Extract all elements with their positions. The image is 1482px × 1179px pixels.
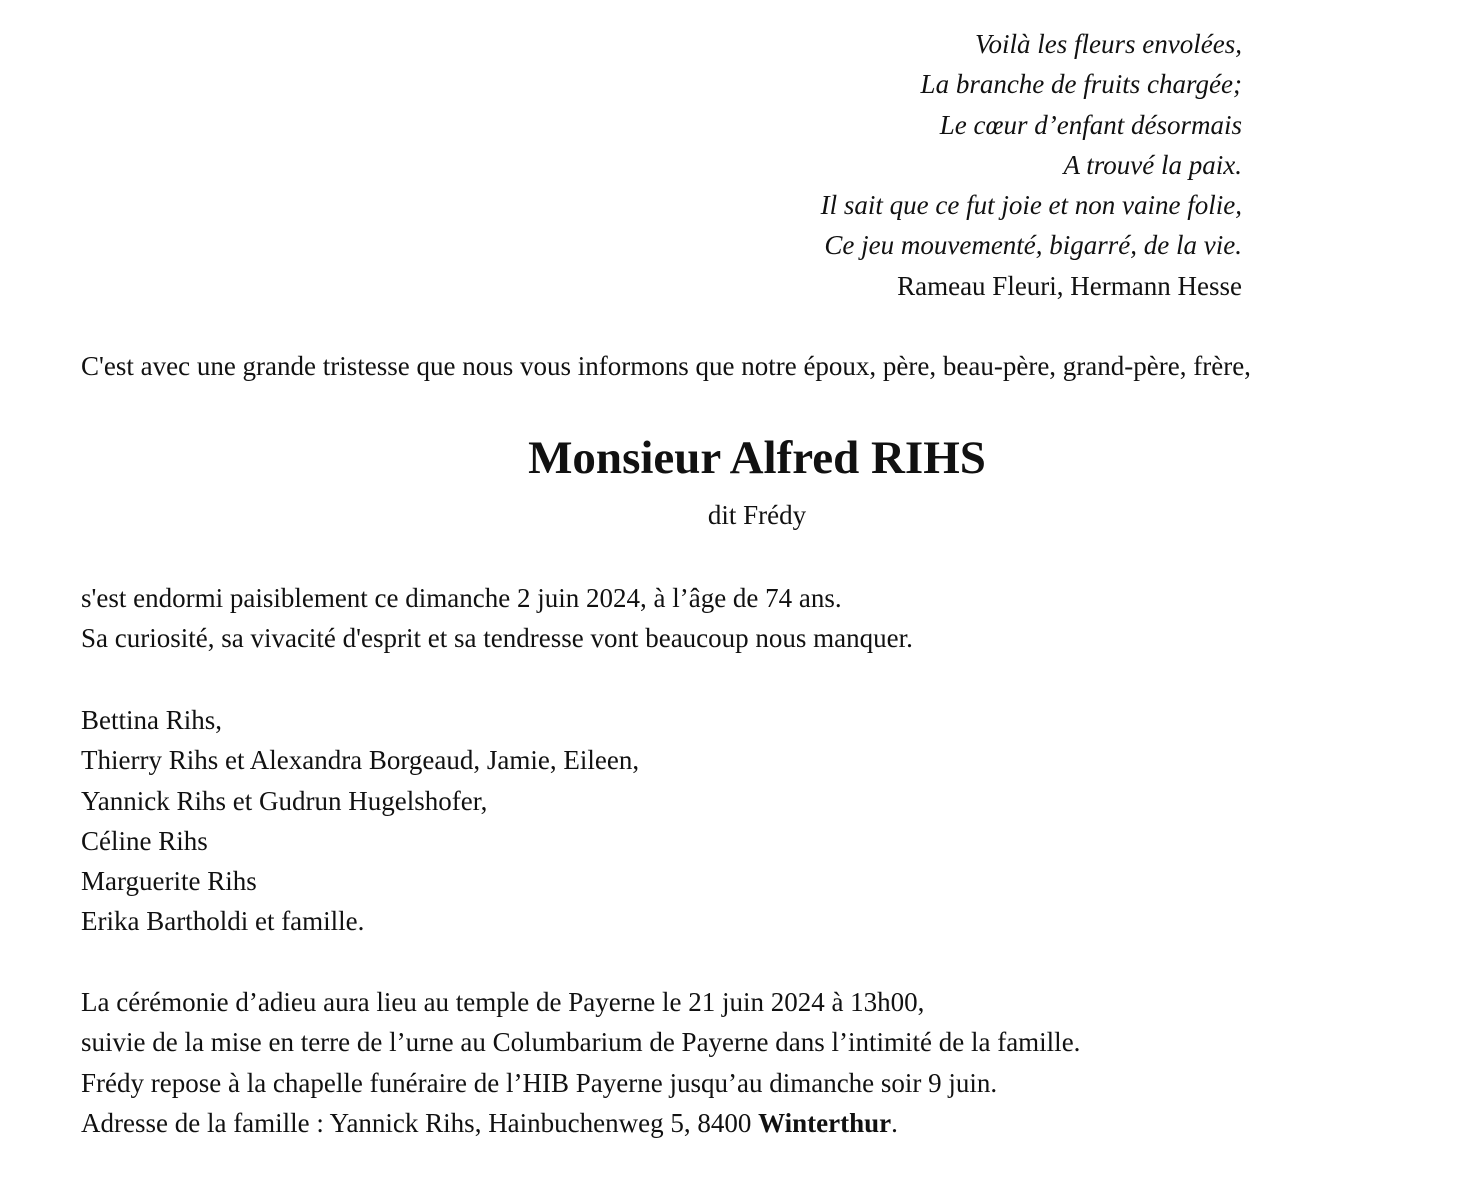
address-city: Winterthur — [758, 1107, 892, 1138]
ceremony-details — [81, 982, 1080, 1143]
poem-line: La branche de fruits chargée; — [920, 69, 1242, 100]
announcement-line: Sa curiosité, sa vivacité d'esprit et sa tendresse vont beaucoup nous manquer. — [81, 623, 913, 654]
family-member: Bettina Rihs, — [81, 705, 222, 735]
ceremony-line: suivie de la mise en terre de l’urne au Columbarium de Payerne dans l’intimité de la famille. — [81, 1027, 1081, 1058]
poem-line: Le cœur d’enfant désormais — [939, 109, 1242, 140]
family-list — [81, 700, 639, 942]
poem-line: Ce jeu mouvementé, bigarré, de la vie. — [824, 230, 1242, 261]
address-suffix: . — [891, 1107, 898, 1138]
deceased-name: Monsieur Alfred RIHS — [528, 432, 986, 484]
family-member: Thierry Rihs et Alexandra Borgeaud, Jamie, Eileen, — [81, 745, 640, 776]
family-member: Yannick Rihs et Gudrun Hugelshofer, — [81, 785, 488, 816]
announcement-line: s'est endormi paisiblement ce dimanche 2 juin 2024, à l’âge de 74 ans. — [81, 583, 842, 613]
poem-line: Voilà les fleurs envolées, — [975, 29, 1242, 59]
family-address — [81, 1103, 1080, 1143]
address-prefix: Adresse de la famille : Yannick Rihs, Hainbuchenweg 5, 8400 — [81, 1107, 759, 1138]
intro-text: C'est avec une grande tristesse que nous vous informons que notre époux, père, beau-père, grand-père, frère, — [81, 351, 1251, 381]
poem-line: Il sait que ce fut joie et non vaine folie, — [820, 190, 1242, 221]
family-member: Céline Rihs — [81, 825, 208, 856]
announcement — [81, 578, 913, 659]
ceremony-line: Frédy repose à la chapelle funéraire de l’HIB Payerne jusqu’au dimanche soir 9 juin. — [81, 1067, 998, 1098]
poem-line: A trouvé la paix. — [1063, 149, 1242, 180]
poem — [821, 24, 1242, 306]
family-member: Erika Bartholdi et famille. — [81, 906, 365, 937]
family-member: Marguerite Rihs — [81, 866, 257, 897]
deceased-nickname: dit Frédy — [707, 500, 807, 530]
ceremony-line: La cérémonie d’adieu aura lieu au temple de Payerne le 21 juin 2024 à 13h00, — [81, 987, 925, 1017]
poem-attribution: Rameau Fleuri, Hermann Hesse — [897, 270, 1242, 301]
